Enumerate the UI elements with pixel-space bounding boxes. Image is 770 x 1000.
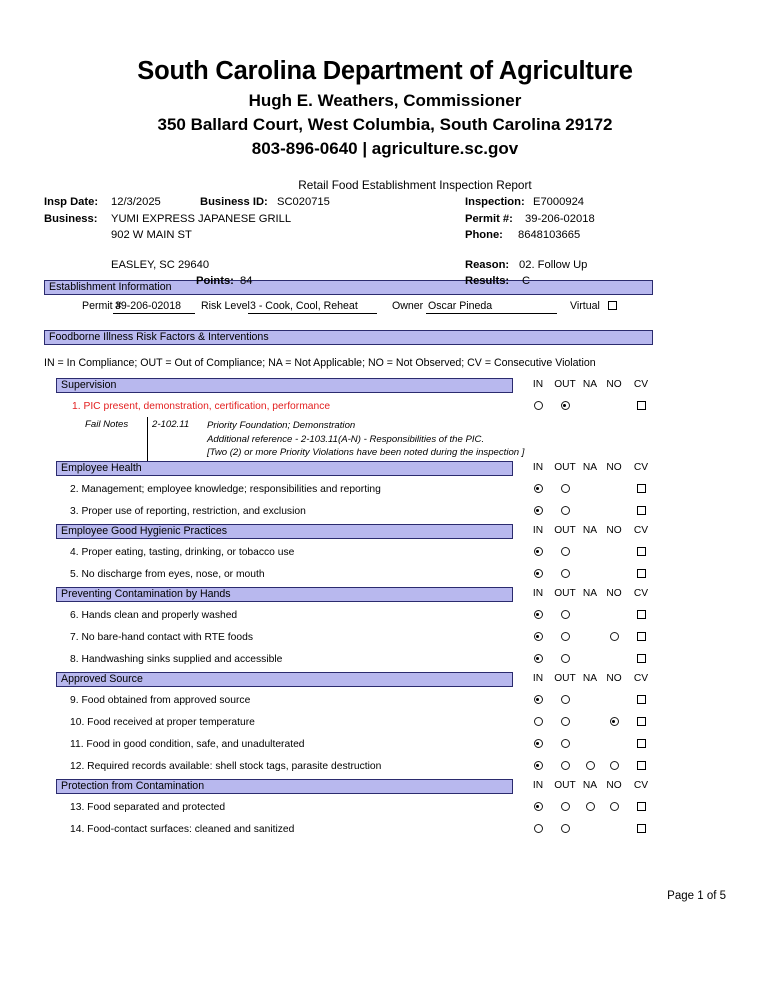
cv-checkbox[interactable] (637, 761, 646, 770)
in-radio[interactable] (534, 569, 543, 578)
mark-cell-cv (630, 546, 652, 557)
no-radio[interactable] (610, 761, 619, 770)
inspection-value: E7000924 (533, 196, 585, 209)
checklist-item-row (0, 606, 770, 628)
out-radio[interactable] (561, 717, 570, 726)
column-header-na: NA (582, 525, 598, 537)
column-header-in: IN (532, 673, 544, 685)
out-radio[interactable] (561, 739, 570, 748)
section-header (0, 587, 770, 604)
mark-cell-cv (630, 631, 652, 642)
checklist-item-row (0, 757, 770, 779)
column-header-no: NO (606, 462, 622, 474)
virtual-checkbox[interactable] (608, 301, 617, 310)
mark-cell-out (554, 609, 576, 620)
checklist-item-row (0, 397, 770, 419)
column-header-in: IN (532, 462, 544, 474)
business-name-value: YUMI EXPRESS JAPANESE GRILL (111, 213, 292, 226)
estab-permit-label: Permit # (82, 300, 122, 313)
inspection-checklist (0, 378, 770, 842)
results-label: Results: (465, 275, 510, 288)
agency-address-line: 350 Ballard Court, West Columbia, South Carolina 29172 (157, 115, 613, 135)
in-radio[interactable] (534, 484, 543, 493)
mark-cell-out (554, 568, 576, 579)
cv-checkbox[interactable] (637, 717, 646, 726)
estab-risk-level-value[interactable]: 3 - Cook, Cool, Reheat (248, 300, 377, 314)
cv-checkbox[interactable] (637, 824, 646, 833)
cv-checkbox[interactable] (637, 569, 646, 578)
column-header-out: OUT (554, 379, 576, 391)
mark-cell-in (527, 631, 549, 642)
mark-cell-cv (630, 738, 652, 749)
in-radio[interactable] (534, 506, 543, 515)
estab-risk-level-label: Risk Level (201, 300, 250, 313)
mark-cell-cv (630, 505, 652, 516)
section-header (0, 779, 770, 796)
out-radio[interactable] (561, 506, 570, 515)
column-header-cv: CV (633, 379, 649, 391)
mark-cell-no (603, 716, 625, 727)
estab-owner-value[interactable]: Oscar Pineda (426, 300, 557, 314)
section-title-bar: Preventing Contamination by Hands (56, 587, 513, 602)
business-label: Business: (44, 213, 98, 226)
checklist-item-label: 5. No discharge from eyes, nose, or mouth (70, 569, 265, 581)
section-title-bar: Protection from Contamination (56, 779, 513, 794)
in-radio[interactable] (534, 802, 543, 811)
masthead (0, 0, 770, 161)
checklist-item-label: 9. Food obtained from approved source (70, 695, 251, 707)
mark-cell-in (527, 653, 549, 664)
establishment-information-bar: Establishment Information (44, 280, 653, 295)
permit-number-value: 39-206-02018 (525, 213, 595, 226)
mark-cell-out (554, 483, 576, 494)
checklist-item-row (0, 480, 770, 502)
checklist-item-label: 2. Management; employee knowledge; responsibilities and reporting (70, 484, 381, 496)
fail-notes-label: Fail Notes (85, 419, 129, 431)
column-header-cv: CV (633, 780, 649, 792)
no-radio[interactable] (610, 632, 619, 641)
section-header (0, 461, 770, 478)
column-header-na: NA (582, 673, 598, 685)
mark-cell-out (554, 823, 576, 834)
commissioner-line: Hugh E. Weathers, Commissioner (248, 91, 522, 111)
reason-value: 02. Follow Up (519, 259, 588, 272)
business-city-state-zip: EASLEY, SC 29640 (111, 259, 210, 272)
in-radio[interactable] (534, 761, 543, 770)
column-header-out: OUT (554, 780, 576, 792)
mark-cell-in (527, 801, 549, 812)
na-radio[interactable] (586, 802, 595, 811)
checklist-item-row (0, 650, 770, 672)
mark-cell-out (554, 801, 576, 812)
checklist-item-row (0, 691, 770, 713)
cv-checkbox[interactable] (637, 610, 646, 619)
inspection-label: Inspection: (465, 196, 525, 209)
cv-checkbox[interactable] (637, 547, 646, 556)
mark-cell-in (527, 609, 549, 620)
section-title-bar: Employee Health (56, 461, 513, 476)
column-header-no: NO (606, 588, 622, 600)
mark-cell-in (527, 694, 549, 705)
in-radio[interactable] (534, 654, 543, 663)
compliance-legend: IN = In Compliance; OUT = Out of Compliance; NA = Not Applicable; NO = Not Observed; CV = Consecutive Violation (44, 357, 596, 370)
mark-cell-in (527, 823, 549, 834)
mark-cell-out (554, 760, 576, 771)
checklist-item-label: 12. Required records available: shell stock tags, parasite destruction (70, 761, 382, 773)
mark-cell-in (527, 568, 549, 579)
foodborne-illness-bar: Foodborne Illness Risk Factors & Interventions (44, 330, 653, 345)
page-footer: Page 1 of 5 (667, 890, 726, 902)
cv-checkbox[interactable] (637, 484, 646, 493)
fail-notes-line: Additional reference - 2-103.11(A-N) - Responsibilities of the PIC. (207, 433, 485, 445)
business-address-value: 902 W MAIN ST (111, 229, 192, 242)
mark-cell-no (603, 760, 625, 771)
in-radio[interactable] (534, 632, 543, 641)
establishment-fields-row (0, 300, 770, 322)
no-radio[interactable] (610, 802, 619, 811)
cv-checkbox[interactable] (637, 654, 646, 663)
business-id-label: Business ID: (200, 196, 268, 209)
column-header-na: NA (582, 780, 598, 792)
no-radio[interactable] (610, 717, 619, 726)
out-radio[interactable] (561, 547, 570, 556)
results-value: C (522, 275, 531, 288)
out-radio[interactable] (561, 610, 570, 619)
out-radio[interactable] (561, 802, 570, 811)
column-header-no: NO (606, 525, 622, 537)
column-header-out: OUT (554, 588, 576, 600)
mark-cell-in (527, 760, 549, 771)
cv-checkbox[interactable] (637, 695, 646, 704)
mark-cell-out (554, 400, 576, 411)
out-radio[interactable] (561, 695, 570, 704)
in-radio[interactable] (534, 610, 543, 619)
points-value: 84 (240, 275, 253, 288)
mark-cell-in (527, 505, 549, 516)
insp-date-label: Insp Date: (44, 196, 99, 209)
out-radio[interactable] (561, 824, 570, 833)
column-header-in: IN (532, 379, 544, 391)
checklist-item-label: 8. Handwashing sinks supplied and accessible (70, 654, 283, 666)
column-header-out: OUT (554, 462, 576, 474)
section-title-bar: Approved Source (56, 672, 513, 687)
column-header-no: NO (606, 379, 622, 391)
checklist-item-row (0, 713, 770, 735)
checklist-item-row (0, 628, 770, 650)
section-header (0, 378, 770, 395)
column-header-out: OUT (554, 673, 576, 685)
mark-cell-cv (630, 400, 652, 411)
mark-cell-out (554, 631, 576, 642)
section-header (0, 524, 770, 541)
column-header-na: NA (582, 588, 598, 600)
checklist-item-label: 6. Hands clean and properly washed (70, 610, 238, 622)
in-radio[interactable] (534, 717, 543, 726)
out-radio[interactable] (561, 632, 570, 641)
reason-label: Reason: (465, 259, 510, 272)
fail-notes-text (207, 419, 524, 459)
checklist-item-row (0, 798, 770, 820)
in-radio[interactable] (534, 739, 543, 748)
mark-cell-out (554, 653, 576, 664)
out-radio[interactable] (561, 569, 570, 578)
column-header-in: IN (532, 588, 544, 600)
fail-notes-code: 2-102.11 (152, 419, 190, 431)
column-header-cv: CV (633, 525, 649, 537)
column-header-cv: CV (633, 673, 649, 685)
checklist-item-row (0, 543, 770, 565)
mark-cell-in (527, 716, 549, 727)
section-header (0, 672, 770, 689)
column-header-na: NA (582, 379, 598, 391)
mark-cell-cv (630, 653, 652, 664)
column-header-no: NO (606, 780, 622, 792)
checklist-item-label: 13. Food separated and protected (70, 802, 226, 814)
mark-cell-na (579, 801, 601, 812)
column-header-cv: CV (633, 462, 649, 474)
checklist-item-label: 11. Food in good condition, safe, and unadulterated (70, 739, 305, 751)
cv-checkbox[interactable] (637, 401, 646, 410)
mark-cell-out (554, 716, 576, 727)
mark-cell-cv (630, 760, 652, 771)
cv-checkbox[interactable] (637, 802, 646, 811)
mark-cell-no (603, 801, 625, 812)
section-title-bar: Supervision (56, 378, 513, 393)
out-radio[interactable] (561, 761, 570, 770)
phone-label: Phone: (465, 229, 503, 242)
cv-checkbox[interactable] (637, 739, 646, 748)
agency-contact-line: 803-896-0640 | agriculture.sc.gov (251, 139, 519, 159)
in-radio[interactable] (534, 695, 543, 704)
mark-cell-no (603, 631, 625, 642)
mark-cell-na (579, 760, 601, 771)
in-radio[interactable] (534, 824, 543, 833)
mark-cell-cv (630, 694, 652, 705)
out-radio[interactable] (561, 654, 570, 663)
mark-cell-cv (630, 801, 652, 812)
checklist-item-label: 10. Food received at proper temperature (70, 717, 255, 729)
column-header-na: NA (582, 462, 598, 474)
checklist-item-label: 7. No bare-hand contact with RTE foods (70, 632, 253, 644)
checklist-item-label: 14. Food-contact surfaces: cleaned and sanitized (70, 824, 295, 836)
fail-notes-line: Priority Foundation; Demonstration (207, 420, 356, 432)
fail-notes-line: [Two (2) or more Priority Violations have been noted during the inspection ] (207, 446, 525, 458)
mark-cell-out (554, 694, 576, 705)
checklist-item-row (0, 735, 770, 757)
column-header-in: IN (532, 525, 544, 537)
estab-owner-label: Owner (392, 300, 424, 313)
mark-cell-cv (630, 716, 652, 727)
in-radio[interactable] (534, 547, 543, 556)
checklist-item-row (0, 565, 770, 587)
mark-cell-in (527, 483, 549, 494)
column-header-cv: CV (633, 588, 649, 600)
in-radio[interactable] (534, 401, 543, 410)
phone-value: 8648103665 (518, 229, 581, 242)
points-label: Points: (196, 275, 234, 288)
report-title: Retail Food Establishment Inspection Report (298, 178, 532, 193)
permit-number-label: Permit #: (465, 213, 513, 226)
mark-cell-in (527, 738, 549, 749)
column-header-in: IN (532, 780, 544, 792)
insp-date-value: 12/3/2025 (111, 196, 161, 209)
fail-notes-block (0, 419, 770, 461)
out-radio[interactable] (561, 484, 570, 493)
checklist-item-row (0, 502, 770, 524)
mark-cell-out (554, 546, 576, 557)
cv-checkbox[interactable] (637, 632, 646, 641)
mark-cell-cv (630, 483, 652, 494)
column-header-out: OUT (554, 525, 576, 537)
checklist-item-row (0, 820, 770, 842)
column-header-no: NO (606, 673, 622, 685)
agency-title: South Carolina Department of Agriculture (137, 57, 633, 85)
cv-checkbox[interactable] (637, 506, 646, 515)
estab-permit-value[interactable]: 39-206-02018 (113, 300, 195, 314)
mark-cell-cv (630, 568, 652, 579)
section-title-bar: Employee Good Hygienic Practices (56, 524, 513, 539)
mark-cell-out (554, 505, 576, 516)
mark-cell-in (527, 400, 549, 411)
checklist-item-label: 4. Proper eating, tasting, drinking, or tobacco use (70, 547, 295, 559)
checklist-item-label: 3. Proper use of reporting, restriction, and exclusion (70, 506, 306, 518)
fail-notes-divider (147, 417, 148, 461)
out-radio[interactable] (561, 401, 570, 410)
mark-cell-in (527, 546, 549, 557)
mark-cell-cv (630, 609, 652, 620)
mark-cell-cv (630, 823, 652, 834)
business-id-value: SC020715 (277, 196, 330, 209)
checklist-item-label: 1. PIC present, demonstration, certification, performance (72, 401, 331, 413)
na-radio[interactable] (586, 761, 595, 770)
mark-cell-out (554, 738, 576, 749)
estab-virtual-label: Virtual (570, 300, 600, 313)
